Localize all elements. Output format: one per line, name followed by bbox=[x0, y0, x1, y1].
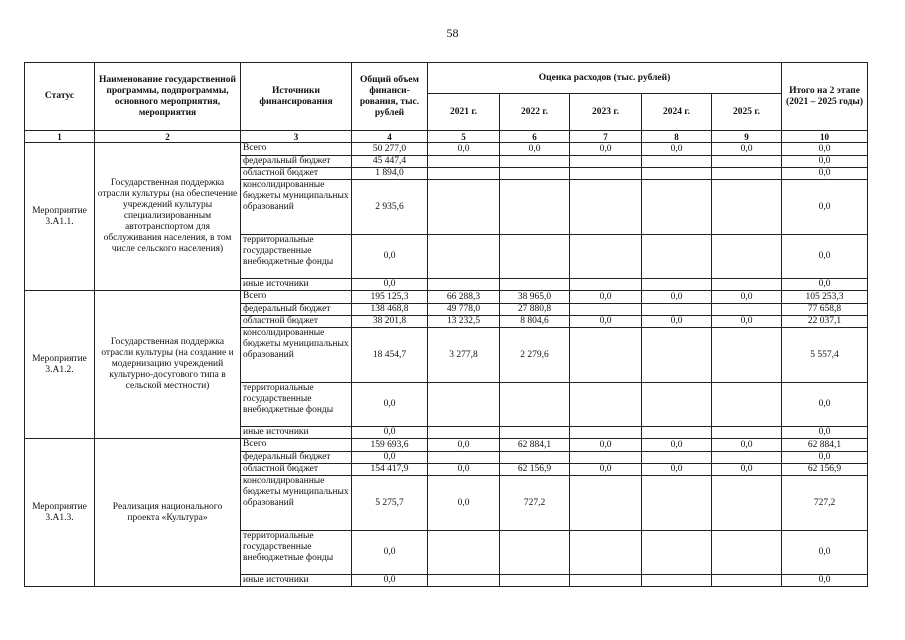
event-status: Мероприятие 3.А1.2. bbox=[25, 291, 95, 439]
column-number: 7 bbox=[570, 131, 642, 143]
year-cell: 0,0 bbox=[712, 316, 782, 328]
column-number: 10 bbox=[782, 131, 868, 143]
funding-source: федеральный бюджет bbox=[241, 156, 352, 168]
total-cell: 138 468,8 bbox=[352, 304, 428, 316]
year-cell bbox=[712, 180, 782, 235]
final-cell: 0,0 bbox=[782, 452, 868, 464]
page-number: 58 bbox=[446, 26, 459, 40]
header-year: 2025 г. bbox=[712, 94, 782, 131]
funding-source: федеральный бюджет bbox=[241, 452, 352, 464]
year-cell bbox=[428, 168, 500, 180]
year-cell bbox=[570, 279, 642, 291]
year-cell: 3 277,8 bbox=[428, 328, 500, 383]
final-cell: 105 253,3 bbox=[782, 291, 868, 304]
budget-table bbox=[24, 62, 868, 587]
year-cell: 0,0 bbox=[570, 143, 642, 156]
year-cell: 0,0 bbox=[428, 439, 500, 452]
final-cell: 0,0 bbox=[782, 575, 868, 587]
header-sources: Источники финансирования bbox=[241, 63, 352, 131]
column-number: 9 bbox=[712, 131, 782, 143]
year-cell bbox=[712, 452, 782, 464]
event-name: Государственная поддержка отрасли культуры (на обеспечение учреждений культуры специализированным автотранспортом для обслуживания населения, в том числе сельского населения) bbox=[95, 143, 241, 291]
event-status: Мероприятие 3.А1.1. bbox=[25, 143, 95, 291]
year-cell bbox=[712, 383, 782, 427]
year-cell bbox=[428, 279, 500, 291]
year-cell bbox=[570, 383, 642, 427]
year-cell bbox=[428, 575, 500, 587]
year-cell bbox=[712, 279, 782, 291]
funding-source: областной бюджет bbox=[241, 316, 352, 328]
event-name: Реализация национального проекта «Культура» bbox=[95, 439, 241, 587]
table-body bbox=[25, 143, 868, 587]
year-cell: 0,0 bbox=[570, 316, 642, 328]
header-status: Статус bbox=[25, 63, 95, 131]
year-cell: 66 288,3 bbox=[428, 291, 500, 304]
total-cell: 0,0 bbox=[352, 279, 428, 291]
table-row bbox=[25, 143, 868, 156]
funding-source: консолидированные бюджеты муниципальных образований bbox=[241, 328, 352, 383]
funding-source: Всего bbox=[241, 291, 352, 304]
final-cell: 727,2 bbox=[782, 476, 868, 531]
header-name: Наименование государственной программы, подпрограммы, основного мероприятия, мероприятия bbox=[95, 63, 241, 131]
year-cell bbox=[642, 304, 712, 316]
year-cell bbox=[642, 531, 712, 575]
funding-source: Всего bbox=[241, 439, 352, 452]
year-cell bbox=[712, 531, 782, 575]
final-cell: 62 884,1 bbox=[782, 439, 868, 452]
year-cell: 0,0 bbox=[570, 464, 642, 476]
year-cell bbox=[570, 575, 642, 587]
total-cell: 18 454,7 bbox=[352, 328, 428, 383]
year-cell bbox=[428, 452, 500, 464]
year-cell: 0,0 bbox=[500, 143, 570, 156]
total-cell: 1 894,0 bbox=[352, 168, 428, 180]
total-cell: 45 447,4 bbox=[352, 156, 428, 168]
final-cell: 0,0 bbox=[782, 383, 868, 427]
year-cell bbox=[712, 575, 782, 587]
final-cell: 0,0 bbox=[782, 279, 868, 291]
final-cell: 0,0 bbox=[782, 427, 868, 439]
column-number: 8 bbox=[642, 131, 712, 143]
year-cell: 0,0 bbox=[712, 291, 782, 304]
column-number: 3 bbox=[241, 131, 352, 143]
column-number: 1 bbox=[25, 131, 95, 143]
year-cell bbox=[712, 427, 782, 439]
year-cell: 0,0 bbox=[428, 476, 500, 531]
total-cell: 38 201,8 bbox=[352, 316, 428, 328]
funding-source: федеральный бюджет bbox=[241, 304, 352, 316]
year-cell: 0,0 bbox=[712, 439, 782, 452]
year-cell bbox=[712, 168, 782, 180]
total-cell: 0,0 bbox=[352, 452, 428, 464]
year-cell bbox=[428, 531, 500, 575]
total-cell: 154 417,9 bbox=[352, 464, 428, 476]
final-cell: 0,0 bbox=[782, 143, 868, 156]
year-cell bbox=[500, 575, 570, 587]
year-cell bbox=[570, 452, 642, 464]
year-cell bbox=[712, 304, 782, 316]
year-cell bbox=[500, 168, 570, 180]
final-cell: 0,0 bbox=[782, 168, 868, 180]
year-cell: 27 880,8 bbox=[500, 304, 570, 316]
year-cell bbox=[642, 452, 712, 464]
year-cell bbox=[642, 328, 712, 383]
total-cell: 0,0 bbox=[352, 383, 428, 427]
year-cell: 62 884,1 bbox=[500, 439, 570, 452]
year-cell bbox=[500, 235, 570, 279]
year-cell bbox=[500, 279, 570, 291]
year-cell bbox=[642, 279, 712, 291]
year-cell: 0,0 bbox=[570, 439, 642, 452]
header-final: Итого на 2 этапе (2021 – 2025 годы) bbox=[782, 63, 868, 131]
year-cell: 0,0 bbox=[642, 143, 712, 156]
header-year: 2023 г. bbox=[570, 94, 642, 131]
header-year: 2022 г. bbox=[500, 94, 570, 131]
year-cell bbox=[712, 328, 782, 383]
final-cell: 0,0 bbox=[782, 180, 868, 235]
header-year: 2024 г. bbox=[642, 94, 712, 131]
year-cell: 2 279,6 bbox=[500, 328, 570, 383]
year-cell bbox=[642, 235, 712, 279]
year-cell bbox=[642, 168, 712, 180]
year-cell bbox=[428, 427, 500, 439]
year-cell bbox=[428, 235, 500, 279]
funding-source: иные источники bbox=[241, 427, 352, 439]
column-number: 6 bbox=[500, 131, 570, 143]
year-cell bbox=[642, 383, 712, 427]
final-cell: 77 658,8 bbox=[782, 304, 868, 316]
year-cell bbox=[570, 328, 642, 383]
year-cell bbox=[428, 383, 500, 427]
year-cell bbox=[500, 180, 570, 235]
event-status: Мероприятие 3.А1.3. bbox=[25, 439, 95, 587]
final-cell: 5 557,4 bbox=[782, 328, 868, 383]
total-cell: 0,0 bbox=[352, 531, 428, 575]
year-cell bbox=[642, 427, 712, 439]
year-cell bbox=[500, 452, 570, 464]
total-cell: 0,0 bbox=[352, 235, 428, 279]
year-cell bbox=[570, 235, 642, 279]
year-cell bbox=[570, 156, 642, 168]
final-cell: 0,0 bbox=[782, 235, 868, 279]
funding-source: консолидированные бюджеты муниципальных образований bbox=[241, 476, 352, 531]
total-cell: 0,0 bbox=[352, 427, 428, 439]
year-cell: 49 778,0 bbox=[428, 304, 500, 316]
funding-source: территориальные государственные внебюджетные фонды bbox=[241, 235, 352, 279]
year-cell bbox=[500, 156, 570, 168]
year-cell: 13 232,5 bbox=[428, 316, 500, 328]
table-row bbox=[25, 291, 868, 304]
total-cell: 0,0 bbox=[352, 575, 428, 587]
year-cell bbox=[712, 156, 782, 168]
year-cell: 0,0 bbox=[712, 464, 782, 476]
year-cell: 0,0 bbox=[570, 291, 642, 304]
year-cell bbox=[570, 180, 642, 235]
header-year: 2021 г. bbox=[428, 94, 500, 131]
year-cell: 8 804,6 bbox=[500, 316, 570, 328]
funding-source: областной бюджет bbox=[241, 168, 352, 180]
year-cell bbox=[642, 156, 712, 168]
year-cell: 0,0 bbox=[642, 316, 712, 328]
final-cell: 22 037,1 bbox=[782, 316, 868, 328]
final-cell: 0,0 bbox=[782, 531, 868, 575]
year-cell bbox=[642, 476, 712, 531]
header-total: Общий объем финанси-рования, тыс. рублей bbox=[352, 63, 428, 131]
year-cell: 0,0 bbox=[642, 464, 712, 476]
year-cell bbox=[428, 156, 500, 168]
year-cell bbox=[570, 427, 642, 439]
year-cell bbox=[570, 476, 642, 531]
year-cell: 0,0 bbox=[642, 291, 712, 304]
year-cell bbox=[570, 168, 642, 180]
year-cell: 62 156,9 bbox=[500, 464, 570, 476]
funding-source: иные источники bbox=[241, 575, 352, 587]
year-cell bbox=[500, 383, 570, 427]
funding-source: областной бюджет bbox=[241, 464, 352, 476]
funding-source: территориальные государственные внебюджетные фонды bbox=[241, 531, 352, 575]
year-cell bbox=[500, 531, 570, 575]
year-cell bbox=[428, 180, 500, 235]
funding-source: консолидированные бюджеты муниципальных образований bbox=[241, 180, 352, 235]
year-cell: 0,0 bbox=[428, 464, 500, 476]
year-cell bbox=[642, 180, 712, 235]
year-cell bbox=[570, 531, 642, 575]
event-name: Государственная поддержка отрасли культуры (на создание и модернизацию учреждений культурно-досугового типа в сельской местности) bbox=[95, 291, 241, 439]
year-cell bbox=[570, 304, 642, 316]
column-number: 4 bbox=[352, 131, 428, 143]
final-cell: 62 156,9 bbox=[782, 464, 868, 476]
funding-source: территориальные государственные внебюджетные фонды bbox=[241, 383, 352, 427]
funding-source: иные источники bbox=[241, 279, 352, 291]
year-cell bbox=[500, 427, 570, 439]
year-cell: 727,2 bbox=[500, 476, 570, 531]
year-cell bbox=[712, 476, 782, 531]
column-number: 5 bbox=[428, 131, 500, 143]
funding-source: Всего bbox=[241, 143, 352, 156]
table-row bbox=[25, 439, 868, 452]
year-cell: 0,0 bbox=[712, 143, 782, 156]
year-cell bbox=[642, 575, 712, 587]
column-number: 2 bbox=[95, 131, 241, 143]
total-cell: 159 693,6 bbox=[352, 439, 428, 452]
year-cell: 0,0 bbox=[642, 439, 712, 452]
total-cell: 2 935,6 bbox=[352, 180, 428, 235]
total-cell: 5 275,7 bbox=[352, 476, 428, 531]
final-cell: 0,0 bbox=[782, 156, 868, 168]
year-cell: 0,0 bbox=[428, 143, 500, 156]
total-cell: 195 125,3 bbox=[352, 291, 428, 304]
total-cell: 50 277,0 bbox=[352, 143, 428, 156]
header-estimate: Оценка расходов (тыс. рублей) bbox=[428, 63, 782, 94]
year-cell: 38 965,0 bbox=[500, 291, 570, 304]
year-cell bbox=[712, 235, 782, 279]
